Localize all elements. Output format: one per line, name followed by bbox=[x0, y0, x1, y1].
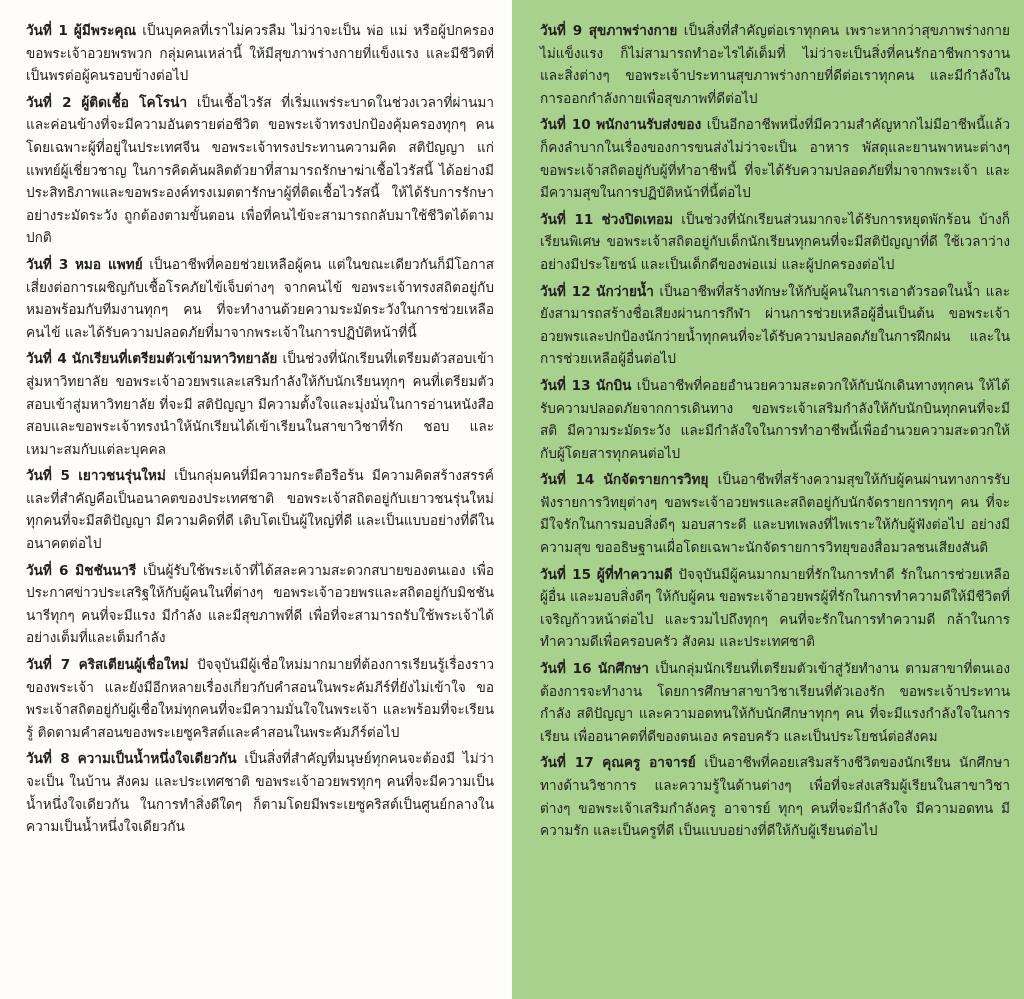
prayer-entry bbox=[540, 20, 1010, 110]
entry-title: ผู้มีพระคุณ bbox=[73, 23, 137, 39]
entry-text: เป็นสิ่งที่สำคัญต่อเราทุกคน เพราะหากว่าสุขภาพร่างกายไม่แข็งแรง ก็ไม่สามารถทำอะไรได้เต็มที่ ไม่ว่าจะเป็นสิ่งที่คนรักอาชีพการงาน และสิ่งต่างๆ ขอพระเจ้าประทานสุขภาพร่างกายที่ดีต่อเราทุกคน และมีกำลังในการออกกำลังกายเพื่อสุขภาพที่ดีต่อไป bbox=[540, 23, 1010, 107]
entry-title: สุขภาพร่างกาย bbox=[588, 23, 678, 39]
entry-title: นักบิน bbox=[595, 377, 632, 394]
entry-text: เป็นช่วงที่นักเรียนส่วนมากจะได้รับการหยุดพักร้อน บ้างก็เรียนพิเศษ ขอพระเจ้าสถิตอยู่กับเด็กนักเรียนทุกคนที่จะมีสติปัญญาที่ดี ใช้เวลาว่างอย่างมีประโยชน์ และเป็นเด็กดีของพ่อแม่ และผู้ปกครองต่อไป bbox=[540, 211, 1010, 273]
entry-text: ปัจจุบันมีผู้เชื่อใหม่มากมายที่ต้องการเรียนรู้เรื่องราวของพระเจ้า และยังมีอีกหลายเรื่องเกี่ยวกับคำสอนในพระคัมภีร์ที่ยังไม่เข้าใจ ขอพระเจ้าสถิตอยู่กับผู้เชื่อใหม่ทุกคนที่จะมีความมั่นใจในพระเจ้า และพร้อมที่จะเรียนรู้ ติดตามคำสอนของพระเยซูคริสต์และคำสอนในพระคัมภีร์ต่อไป bbox=[26, 657, 494, 741]
entry-title: ความเป็นน้ำหนึ่งใจเดียวกัน bbox=[77, 751, 237, 768]
prayer-entry bbox=[540, 114, 1010, 204]
entry-day: วันที่ 16 bbox=[540, 661, 592, 678]
entry-text: เป็นอาชีพที่สร้างความสุขให้กับผู้คนผ่านทางการรับฟังรายการวิทยุต่างๆ ขอพระเจ้าอวยพรและสถิตอยู่กับนักจัดรายการทุกๆ คน ที่จะมีใจรักในการมอบสิ่งดีๆ มอบสาระดี และบทเพลงที่ไพเราะให้กับผู้ฟังต่อไป อย่างมีความสุข ขออธิษฐานเผื่อโดยเฉพาะนักจัดรายการวิทยุของสื่อมวลชนเสียงสันติ bbox=[540, 472, 1010, 557]
entry-text: ปัจจุบันมีผู้คนมากมายที่รักในการทำดี รักในการช่วยเหลือผู้อื่น และมอบสิ่งดีๆ ให้กับผู้คน ขอพระเจ้าอวยพรผู้ที่รักในการทำความดีให้มีชีวิตที่เจริญก้าวหน้าต่อไป และรวมไปถึงทุกๆ คนที่จะรักในการทำความดี กล้าในการทำความดีเพื่อครอบครัว สังคม และประเทศชาติ bbox=[540, 566, 1010, 651]
prayer-entry bbox=[26, 560, 494, 650]
entry-text: เป็นสิ่งที่สำคัญที่มนุษย์ทุกคนจะต้องมี ไม่ว่าจะเป็น ในบ้าน สังคม และประเทศชาติ ขอพระเจ้าอวยพรทุกๆ คนที่จะมีความเป็นน้ำหนึ่งใจเดียวกัน ในการทำสิ่งดีใดๆ ก็ตามโดยมีพระเยซูคริสต์เป็นศูนย์กลางในความเป็นน้ำหนึ่งใจเดียวกัน bbox=[26, 751, 495, 836]
entry-title: ผู้ที่ทำความดี bbox=[596, 566, 673, 583]
entry-day: วันที่ 8 bbox=[26, 751, 70, 768]
prayer-entry bbox=[540, 209, 1010, 277]
entry-title: นักจัดรายการวิทยุ bbox=[603, 472, 709, 489]
prayer-entry bbox=[26, 92, 494, 250]
entry-day: วันที่ 5 bbox=[26, 468, 71, 485]
entry-day: วันที่ 17 bbox=[540, 755, 594, 772]
prayer-entry bbox=[540, 564, 1010, 654]
entry-text: เป็นอาชีพที่คอยอำนวยความสะดวกให้กับนักเดินทางทุกคน ให้ได้รับความปลอดภัยจากการเดินทาง ขอพระเจ้าเสริมกำลังให้กับนักบินทุกคนที่จะมีสติ มีความระมัดระวัง และมีกำลังใจในการทำอาชีพนี้เพื่ออำนวยความสะดวกให้กับผู้โดยสารทุกคนต่อไป bbox=[540, 377, 1010, 462]
prayer-entry bbox=[26, 654, 494, 744]
entry-day: วันที่ 15 bbox=[540, 566, 592, 583]
entry-title: ผู้ติดเชื้อ โคโรน่า bbox=[81, 94, 188, 111]
entry-text: เป็นอาชีพที่คอยช่วยเหลือผู้คน แต่ในขณะเดียวกันก็มีโอกาสเสี่ยงต่อการเผชิญกับเชื้อโรคภัยไข้เจ็บต่างๆ จากคนไข้ ขอพระเจ้าทรงสถิตอยู่กับหมอพร้อมกับทีมงานทุกๆ คน ที่จะทำงานด้วยความระมัดระวังในการช่วยเหลือคนไข้ และได้รับความปลอดภัยที่มาจากพระเจ้าในการปฏิบัติหน้าที่นี้ bbox=[26, 256, 495, 341]
entry-text: เป็นกลุ่มคนที่มีความกระตือรือร้น มีความคิดสร้างสรรค์ และที่สำคัญคือเป็นอนาคตของประเทศชาติ ขอพระเจ้าสถิตอยู่กับเยาวชนรุ่นใหม่ทุกคนที่จะมีสติปัญญา มีความคิดที่ดี เติบโตเป็นผู้ใหญ่ที่ดี และเป็นแบบอย่างที่ดีในอนาคตต่อไป bbox=[26, 468, 494, 553]
entry-text: เป็นเชื้อไวรัส ที่เริ่มแพร่ระบาดในช่วงเวลาที่ผ่านมา และค่อนข้างที่จะมีความอันตรายต่อชีวิต ขอพระเจ้าทรงปกป้องคุ้มครองทุกๆ คน โดยเฉพาะผู้ที่อยู่ในประเทศจีน ขอพระเจ้าทรงประทานความคิด สติปัญญา แก่แพทย์ผู้เชี่ยวชาญ ในการคิดค้นผลิตตัวยาที่สามารถรักษาฆ่าเชื้อไวรัสนี้ ได้อย่างมีประสิทธิภาพและขอพระองค์ทรงเมตตารักษาผู้ที่ติดเชื้อไวรัสนี้ ให้ได้รับการรักษาอย่างระมัดระวัง ถูกต้องตามขั้นตอน เพื่อที่คนไข้จะสามารถกลับมาใช้ชีวิตได้ตามปกติ bbox=[26, 94, 495, 247]
entry-title: มิชชันนารี bbox=[75, 562, 137, 579]
entry-text: เป็นผู้รับใช้พระเจ้าที่ได้สละความสะดวกสบายของตนเอง เพื่อประกาศข่าวประเสริฐให้กับผู้คนในที่ต่างๆ ขอพระเจ้าอวยพรและสถิตอยู่กับมิชชันนารีทุกๆ คนที่จะมีแรง มีกำลัง และมีสุขภาพที่ดี เพื่อที่จะสามารถรับใช้พระเจ้าได้อย่างเต็มที่และเต็มกำลัง bbox=[26, 562, 494, 647]
entry-title: คุณครู อาจารย์ bbox=[602, 755, 696, 772]
prayer-entry bbox=[540, 375, 1010, 465]
entry-title: หมอ แพทย์ bbox=[74, 256, 143, 273]
entry-title: นักเรียนที่เตรียมตัวเข้ามหาวิทยาลัย bbox=[71, 351, 278, 368]
entry-text: เป็นอีกอาชีพหนึ่งที่มีความสำคัญหากไม่มีอาชีพนี้แล้ว ก็คงลำบากในเรื่องของการขนส่งไม่ว่าจะเป็น อาหาร พัสดุและยานพาหนะต่างๆ ขอพระเจ้าสถิตอยู่กับผู้ที่ทำอาชีพนี้ ที่จะได้รับความปลอดภัยที่มาจากพระเจ้า และมีความสุขในการปฏิบัติหน้าที่นี้ต่อไป bbox=[540, 117, 1010, 202]
prayer-entry bbox=[26, 748, 494, 838]
prayer-entry bbox=[540, 752, 1010, 842]
entry-day: วันที่ 9 bbox=[540, 23, 583, 39]
entry-title: พนักงานรับส่งของ bbox=[596, 117, 702, 134]
entry-text: เป็นบุคคลที่เราไม่ควรลืม ไม่ว่าจะเป็น พ่อ แม่ หรือผู้ปกครอง ขอพระเจ้าอวยพรพวก กลุ่มคนเหล่านี้ ให้มีสุขภาพร่างกายที่แข็งแรง และมีชีวิตที่เป็นพรต่อผู้คนรอบข้างต่อไป bbox=[26, 23, 495, 85]
entry-title: ช่วงปิดเทอม bbox=[601, 211, 674, 228]
entry-day: วันที่ 7 bbox=[26, 657, 71, 674]
entry-day: วันที่ 13 bbox=[540, 377, 591, 394]
entry-title: นักว่ายน้ำ bbox=[596, 283, 654, 300]
entry-day: วันที่ 1 bbox=[26, 23, 68, 39]
entry-day: วันที่ 10 bbox=[540, 117, 591, 134]
entry-title: เยาวชนรุ่นใหม่ bbox=[78, 468, 166, 485]
entry-title: คริสเตียนผู้เชื่อใหม่ bbox=[78, 657, 189, 674]
prayer-entry bbox=[26, 348, 494, 461]
entry-text: เป็นกลุ่มนักเรียนที่เตรียมตัวเข้าสู่วัยทำงาน ตามสาขาที่ตนเองต้องการจะทำงาน โดยการศึกษาสาขาวิชาเรียนที่ตัวเองรัก ขอพระเจ้าประทานกำลัง สติปัญญา และความอดทนให้กับนักศึกษาทุกๆ คน ที่จะมีแรงกำลังใจในการเรียน เพื่ออนาคตที่ดีของตนเอง ครอบครัว และเป็นประโยชน์ต่อสังคม bbox=[540, 661, 1011, 745]
prayer-entry bbox=[26, 254, 494, 344]
right-column bbox=[512, 0, 1024, 999]
entry-day: วันที่ 3 bbox=[26, 256, 69, 273]
entry-day: วันที่ 11 bbox=[540, 211, 594, 228]
entry-day: วันที่ 6 bbox=[26, 562, 69, 579]
entry-day: วันที่ 14 bbox=[540, 472, 595, 489]
prayer-entry bbox=[26, 20, 494, 88]
prayer-entry bbox=[540, 469, 1010, 559]
entry-day: วันที่ 12 bbox=[540, 283, 591, 300]
prayer-entry bbox=[540, 658, 1010, 748]
prayer-entry bbox=[540, 281, 1010, 371]
prayer-entry bbox=[26, 465, 494, 555]
entry-text: เป็นช่วงที่นักเรียนที่เตรียมตัวสอบเข้าสู่มหาวิทยาลัย ขอพระเจ้าอวยพรและเสริมกำลังให้กับนักเรียนทุกๆ คนที่เตรียมตัวสอบเข้าสู่มหาวิทยาลัย ที่จะมี สติปัญญา มีความตั้งใจและมุ่งมั่นในการอ่านหนังสือสอบและขอพระเจ้าทรงนำให้นักเรียนได้เข้าเรียนในสาขาวิชาที่รัก ชอบ และเหมาะสมกับแต่ละบุคคล bbox=[26, 351, 494, 458]
entry-text: เป็นอาชีพที่คอยเสริมสร้างชีวิตของนักเรียน นักศึกษาทางด้านวิชาการ และความรู้ในด้านต่างๆ เพื่อที่จะส่งเสริมผู้เรียนในสาขาวิชาต่างๆ ขอพระเจ้าเสริมกำลังครู อาจารย์ ทุกๆ คนที่จะมีกำลังใจ มีความอดทน มีความรัก และเป็นครูที่ดี เป็นแบบอย่างที่ดีให้กับผู้เรียนต่อไป bbox=[540, 755, 1011, 840]
entry-day: วันที่ 4 bbox=[26, 351, 67, 368]
entry-day: วันที่ 2 bbox=[26, 94, 72, 111]
entry-text: เป็นอาชีพที่สร้างทักษะให้กับผู้คนในการเอาตัวรอดในน้ำ และยังสามารถสร้างชื่อเสียงผ่านการกีฬา ผ่านการช่วยเหลือผู้อื่นเป็นต้น ขอพระเจ้าอวยพรและปกป้องนักว่ายน้ำทุกคนที่จะได้รับความปลอดภัยในการฝึกฝน และในการช่วยเหลือผู้อื่นต่อไป bbox=[540, 283, 1011, 368]
entry-title: นักศึกษา bbox=[597, 661, 649, 678]
